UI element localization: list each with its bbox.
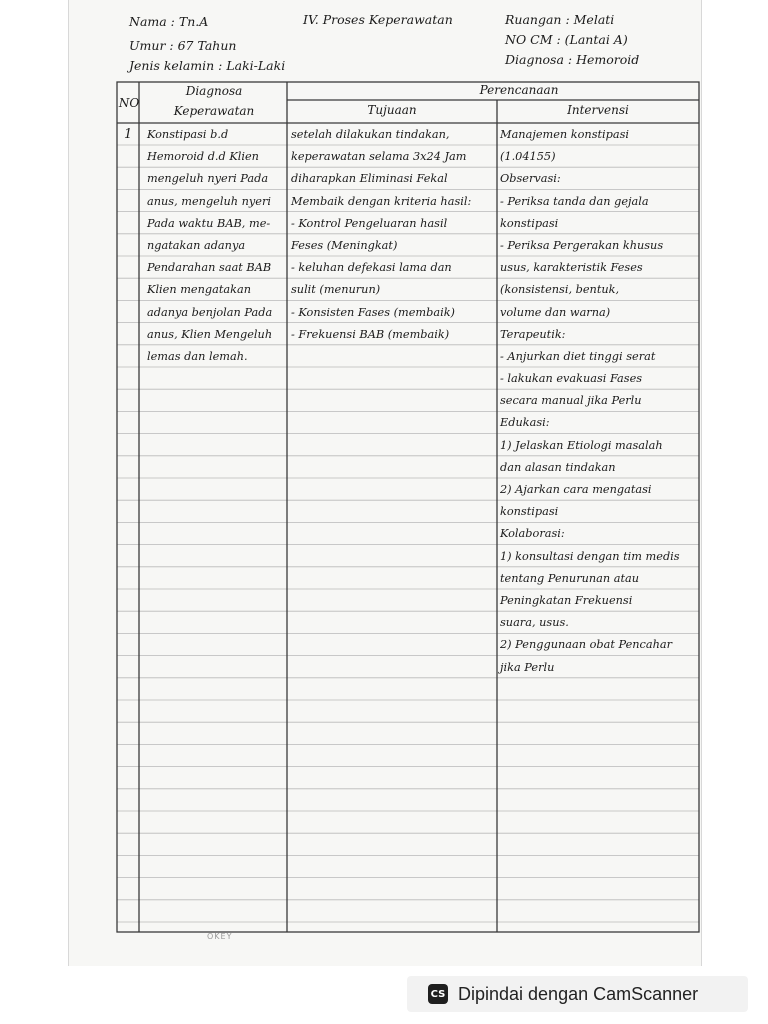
diagnosa-cell [147,124,287,368]
page-title: IV. Proses Keperawatan [303,12,453,27]
tujuan-line: - Frekuensi BAB (membaik) [291,327,450,341]
tujuan-line: setelah dilakukan tindakan, [291,128,450,141]
medical-record-no: NO CM : (Lantai A) [505,32,628,47]
tujuan-line: keperawatan selama 3x24 Jam [291,150,467,164]
patient-gender: Jenis kelamin : Laki-Laki [129,58,286,73]
tujuan-cell [291,124,496,346]
col-header-tujuan: Tujuaan [367,103,417,117]
tujuan-line: diharapkan Eliminasi Fekal [291,172,448,186]
intervensi-line: - lakukan evakuasi Fases [500,372,643,386]
diagnosa-line: Pada waktu BAB, me- [147,216,271,230]
diagnosa-line: ngatakan adanya [147,238,246,252]
tujuan-line: sulit (menurun) [291,283,381,297]
col-header-no: NO [118,96,140,110]
intervensi-line: dan alasan tindakan [500,460,616,474]
intervensi-line: tentang Penurunan atau [500,571,640,585]
row-number: 1 [124,127,133,142]
intervensi-line: 1) konsultasi dengan tim medis [500,549,680,563]
intervensi-line: 2) Ajarkan cara mengatasi [500,483,652,496]
diagnosa-line: adanya benjolan Pada [147,305,273,319]
diagnosa-line: Hemoroid d.d Klien [147,150,259,164]
notebook-page [68,0,702,966]
diagnosa-line: Klien mengatakan [147,283,251,297]
camscanner-icon: CS [428,984,448,1004]
intervensi-line: Kolaborasi: [500,527,565,541]
intervensi-cell [500,124,699,679]
diagnosa-line: Pendarahan saat BAB [147,261,272,275]
col-header-intervensi: Intervensi [567,103,629,117]
patient-name: Nama : Tn.A [129,14,209,29]
patient-age: Umur : 67 Tahun [129,38,237,53]
room: Ruangan : Melati [505,12,615,27]
intervensi-line: suara, usus. [500,616,569,630]
intervensi-line: - Periksa tanda dan gejala [500,194,649,208]
tujuan-line: - Konsisten Fases (membaik) [291,305,455,319]
intervensi-line: Manajemen konstipasi [500,128,630,141]
intervensi-line: volume dan warna) [500,305,611,319]
intervensi-line: konstipasi [500,216,559,230]
diagnosa-line: anus, mengeluh nyeri [147,194,271,208]
diagnosa-line: mengeluh nyeri Pada [147,172,269,186]
tujuan-line: - Kontrol Pengeluaran hasil [291,216,448,230]
intervensi-line: konstipasi [500,505,559,519]
tujuan-line: Membaik dengan kriteria hasil: [291,194,472,208]
diagnosa-line: anus, Klien Mengeluh [147,327,273,341]
diagnosa-line: Konstipasi b.d [147,128,229,141]
intervensi-line: - Periksa Pergerakan khusus [500,238,664,252]
intervensi-line: 2) Penggunaan obat Pencahar [500,638,673,652]
intervensi-line: - Anjurkan diet tinggi serat [500,349,656,363]
tujuan-line: Feses (Meningkat) [291,238,398,252]
intervensi-line: jika Perlu [500,660,555,674]
medical-diagnosis: Diagnosa : Hemoroid [505,52,640,67]
intervensi-line: Terapeutik: [500,327,566,341]
intervensi-line: (konsistensi, bentuk, [500,283,620,297]
intervensi-line: Edukasi: [500,416,550,430]
intervensi-line: (1.04155) [500,150,556,164]
paper-brand-mark: OKEY [207,932,233,941]
intervensi-line: Peningkatan Frekuensi [500,593,633,607]
camscanner-watermark [407,976,748,1012]
col-header-diagnosa-2: Keperawatan [173,104,255,118]
col-header-diagnosa-1: Diagnosa [185,84,243,98]
diagnosa-line: lemas dan lemah. [147,349,248,363]
intervensi-line: 1) Jelaskan Etiologi masalah [500,438,663,452]
intervensi-line: Observasi: [500,172,561,186]
col-header-perencanaan: Perencanaan [479,83,559,97]
intervensi-line: usus, karakteristik Feses [500,261,643,275]
tujuan-line: - keluhan defekasi lama dan [291,261,452,275]
intervensi-line: secara manual jika Perlu [500,394,642,408]
camscanner-text: Dipindai dengan CamScanner [458,983,699,1004]
